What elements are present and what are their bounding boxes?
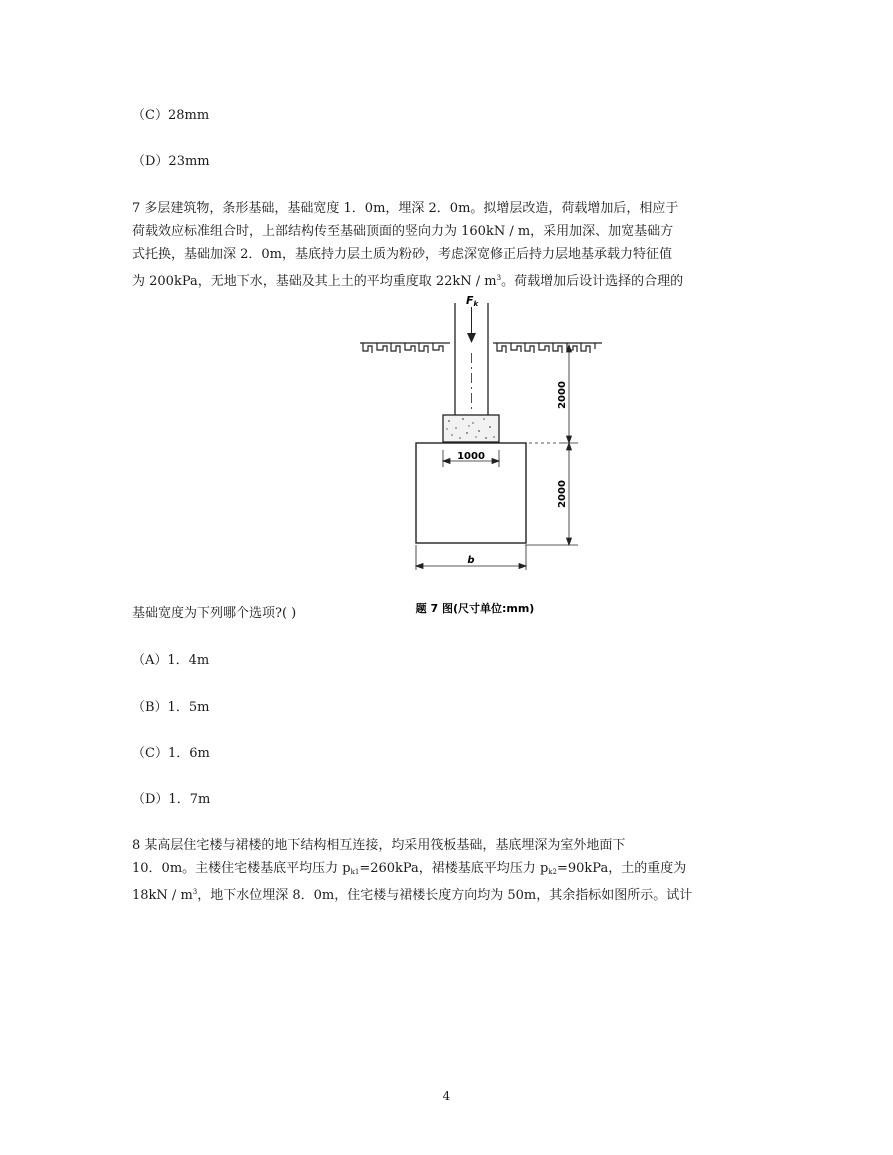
question-7-line-4-text-a: 为 200kPa，无地下水，基础及其上土的平均重度取 22kN / m bbox=[132, 274, 497, 289]
question-8-line-2 bbox=[132, 861, 686, 880]
original-footing bbox=[443, 415, 499, 442]
pressure-subscript-1: k1 bbox=[350, 868, 360, 876]
question-8-line-1: 8 某高层住宅楼与裙楼的地下结构相互连接，均采用筏板基础，基底埋深为室外地面下 bbox=[132, 838, 626, 853]
dim-depth bbox=[499, 345, 578, 545]
dim-depth-upper-label: 2000 bbox=[557, 381, 568, 409]
force-label: Fk bbox=[466, 295, 479, 308]
figure-caption: 题 7 图(尺寸单位:mm) bbox=[415, 602, 535, 615]
prev-option-d: （D）23mm bbox=[132, 154, 210, 169]
option-c: （C）1．6m bbox=[132, 746, 210, 761]
question-7-line-4 bbox=[132, 270, 683, 290]
pressure-subscript-2: k2 bbox=[548, 868, 557, 876]
unit-superscript: 3 bbox=[496, 274, 502, 282]
option-a: （A）1．4m bbox=[132, 653, 210, 668]
prev-option-c: （C）28mm bbox=[132, 108, 210, 123]
question-7-line-1: 7 多层建筑物，条形基础，基础宽度 1．0m，埋深 2．0m。拟增层改造，荷载增加后，相应于 bbox=[132, 201, 679, 216]
question-8-line-2-text-a: 10．0m。主楼住宅楼基底平均压力 p bbox=[132, 861, 351, 876]
question-8-line-2-text-c: =90kPa，土的重度为 bbox=[556, 861, 687, 876]
question-7-line-3: 式托换，基础加深 2．0m，基底持力层土质为粉砂，考虑深宽修正后持力层地基承载力特征值 bbox=[132, 247, 673, 262]
option-d: （D）1．7m bbox=[132, 792, 211, 807]
question-7-line-5: 基础宽度为下列哪个选项?( ) bbox=[132, 606, 297, 621]
question-7-line-4-text-b: 。荷载增加后设计选择的合理的 bbox=[501, 274, 684, 289]
page-number: 4 bbox=[442, 1089, 451, 1103]
ground-surface bbox=[360, 343, 602, 353]
question-8-line-3-text-b: ，地下水位埋深 8．0m，住宅楼与裙楼长度方向均为 50m，其余指标如图所示。试计 bbox=[197, 888, 693, 903]
question-7-line-2: 荷载效应标准组合时，上部结构传至基础顶面的竖向力为 160kN / m，采用加深、加宽基础方 bbox=[132, 224, 674, 239]
question-8-line-3 bbox=[132, 884, 692, 904]
question-8-line-3-text-a: 18kN / m bbox=[132, 888, 193, 903]
unit-superscript-2: 3 bbox=[192, 888, 198, 896]
dim-width-new-label: b bbox=[467, 555, 475, 566]
dim-depth-lower-label: 2000 bbox=[557, 480, 568, 508]
force-subscript: k bbox=[473, 300, 479, 308]
foundation-figure bbox=[355, 295, 615, 625]
question-8-line-2-text-b: =260kPa，裙楼基底平均压力 p bbox=[359, 861, 549, 876]
dim-width-original-label: 1000 bbox=[457, 451, 485, 462]
force-arrow bbox=[467, 307, 476, 343]
option-b: （B）1．5m bbox=[132, 700, 210, 715]
